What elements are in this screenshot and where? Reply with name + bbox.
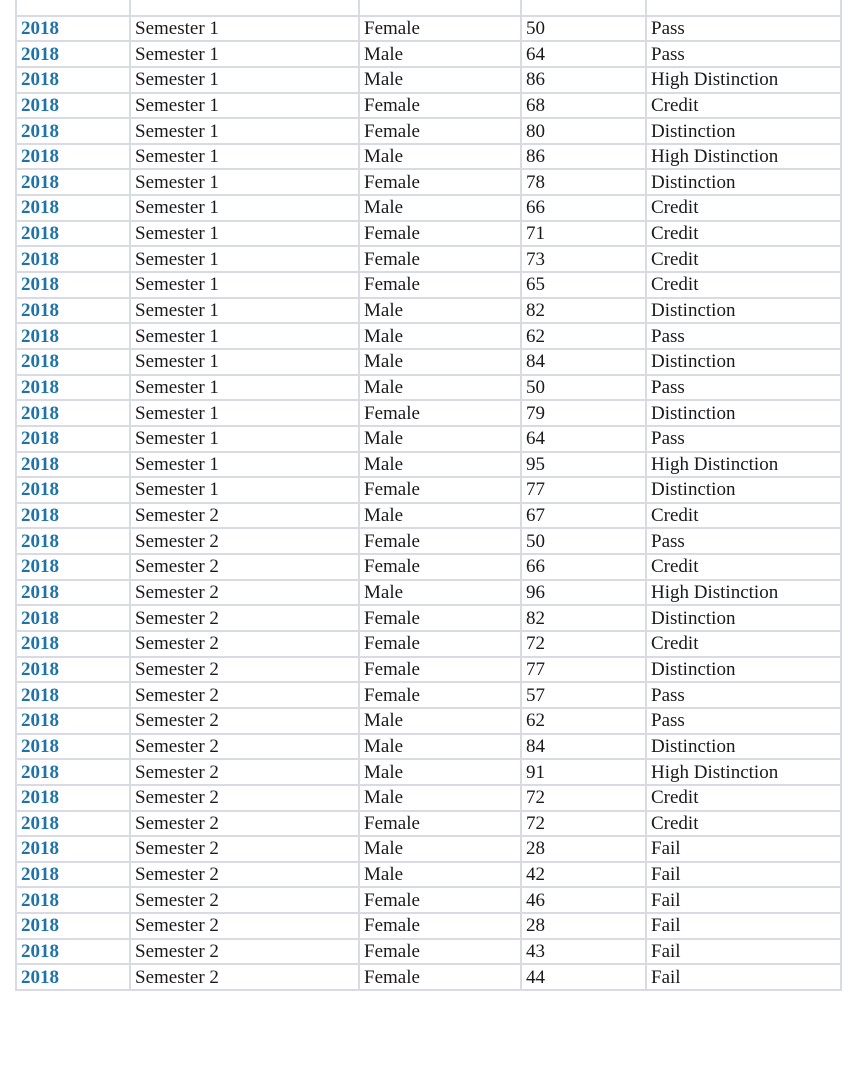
gender-cell: Male — [359, 323, 521, 349]
mark-cell: 50 — [521, 16, 646, 42]
grade-cell: Pass — [646, 708, 841, 734]
grade-cell: Pass — [646, 16, 841, 42]
table-row — [16, 811, 841, 837]
semester-cell: Semester 2 — [130, 862, 359, 888]
grade-cell: Distinction — [646, 349, 841, 375]
table-row — [16, 964, 841, 990]
gender-cell: Male — [359, 144, 521, 170]
grade-cell: Distinction — [646, 477, 841, 503]
semester-cell: Semester 1 — [130, 169, 359, 195]
table-row — [16, 657, 841, 683]
table-row — [16, 862, 841, 888]
year-cell: 2018 — [16, 913, 130, 939]
gender-cell: Female — [359, 964, 521, 990]
table-row — [16, 887, 841, 913]
table-row — [16, 477, 841, 503]
semester-cell: Semester 2 — [130, 657, 359, 683]
results-table-body — [16, 0, 841, 990]
grade-cell: High Distinction — [646, 67, 841, 93]
table-row — [16, 426, 841, 452]
mark-cell: 66 — [521, 554, 646, 580]
table-row — [16, 682, 841, 708]
mark-cell: 80 — [521, 118, 646, 144]
year-cell: 2018 — [16, 375, 130, 401]
table-row — [16, 246, 841, 272]
gender-cell: Male — [359, 349, 521, 375]
table-row — [16, 0, 841, 16]
table-row — [16, 298, 841, 324]
table-row — [16, 503, 841, 529]
table-row — [16, 375, 841, 401]
mark-cell: 57 — [521, 682, 646, 708]
table-row — [16, 580, 841, 606]
mark-cell: 72 — [521, 785, 646, 811]
year-cell: 2018 — [16, 452, 130, 478]
grade-cell: Fail — [646, 887, 841, 913]
mark-cell: 84 — [521, 349, 646, 375]
semester-cell: Semester 2 — [130, 913, 359, 939]
semester-cell: Semester 1 — [130, 400, 359, 426]
semester-cell: Semester 1 — [130, 298, 359, 324]
table-row — [16, 195, 841, 221]
gender-cell: Female — [359, 811, 521, 837]
gender-cell: Male — [359, 785, 521, 811]
mark-cell: 65 — [521, 272, 646, 298]
year-cell: 2018 — [16, 836, 130, 862]
grade-cell: Pass — [646, 426, 841, 452]
gender-cell: Male — [359, 708, 521, 734]
grade-cell: Credit — [646, 631, 841, 657]
grade-cell: High Distinction — [646, 580, 841, 606]
semester-cell: Semester 2 — [130, 580, 359, 606]
semester-cell: Semester 2 — [130, 631, 359, 657]
year-cell: 2018 — [16, 221, 130, 247]
table-row — [16, 554, 841, 580]
gender-cell: Female — [359, 554, 521, 580]
year-cell: 2018 — [16, 605, 130, 631]
grade-cell: Pass — [646, 528, 841, 554]
semester-cell: Semester 2 — [130, 554, 359, 580]
year-cell: 2018 — [16, 323, 130, 349]
year-cell: 2018 — [16, 477, 130, 503]
mark-cell: 96 — [521, 580, 646, 606]
semester-cell: Semester 2 — [130, 528, 359, 554]
table-row — [16, 118, 841, 144]
year-cell: 2018 — [16, 118, 130, 144]
year-cell: 2018 — [16, 169, 130, 195]
grade-cell: Credit — [646, 785, 841, 811]
gender-cell: Female — [359, 913, 521, 939]
year-cell: 2018 — [16, 272, 130, 298]
year-cell: 2018 — [16, 939, 130, 965]
gender-cell: Female — [359, 221, 521, 247]
grade-cell: Credit — [646, 503, 841, 529]
gender-cell — [359, 0, 521, 16]
gender-cell: Male — [359, 734, 521, 760]
mark-cell: 72 — [521, 811, 646, 837]
grade-cell: Distinction — [646, 734, 841, 760]
semester-cell: Semester 1 — [130, 67, 359, 93]
semester-cell: Semester 1 — [130, 41, 359, 67]
mark-cell: 77 — [521, 477, 646, 503]
gender-cell: Female — [359, 631, 521, 657]
semester-cell: Semester 1 — [130, 375, 359, 401]
table-row — [16, 528, 841, 554]
gender-cell: Male — [359, 503, 521, 529]
semester-cell: Semester 1 — [130, 118, 359, 144]
year-cell: 2018 — [16, 528, 130, 554]
gender-cell: Female — [359, 400, 521, 426]
gender-cell: Male — [359, 41, 521, 67]
gender-cell: Male — [359, 426, 521, 452]
semester-cell: Semester 1 — [130, 272, 359, 298]
gender-cell: Male — [359, 298, 521, 324]
mark-cell: 62 — [521, 323, 646, 349]
grade-cell: Distinction — [646, 400, 841, 426]
mark-cell: 66 — [521, 195, 646, 221]
semester-cell: Semester 2 — [130, 785, 359, 811]
grade-cell: Fail — [646, 964, 841, 990]
gender-cell: Female — [359, 93, 521, 119]
semester-cell: Semester 1 — [130, 349, 359, 375]
mark-cell: 43 — [521, 939, 646, 965]
mark-cell: 28 — [521, 836, 646, 862]
semester-cell: Semester 2 — [130, 682, 359, 708]
grade-cell: Distinction — [646, 298, 841, 324]
semester-cell: Semester 2 — [130, 939, 359, 965]
grade-cell: Credit — [646, 272, 841, 298]
table-row — [16, 708, 841, 734]
year-cell: 2018 — [16, 708, 130, 734]
year-cell: 2018 — [16, 580, 130, 606]
table-row — [16, 169, 841, 195]
gender-cell: Male — [359, 759, 521, 785]
year-cell: 2018 — [16, 657, 130, 683]
semester-cell: Semester 1 — [130, 144, 359, 170]
gender-cell: Male — [359, 862, 521, 888]
table-row — [16, 939, 841, 965]
mark-cell: 95 — [521, 452, 646, 478]
gender-cell: Female — [359, 169, 521, 195]
grade-cell: High Distinction — [646, 452, 841, 478]
gender-cell: Female — [359, 246, 521, 272]
semester-cell: Semester 1 — [130, 195, 359, 221]
gender-cell: Female — [359, 605, 521, 631]
year-cell: 2018 — [16, 195, 130, 221]
mark-cell: 73 — [521, 246, 646, 272]
table-row — [16, 41, 841, 67]
semester-cell: Semester 2 — [130, 887, 359, 913]
mark-cell: 72 — [521, 631, 646, 657]
semester-cell: Semester 1 — [130, 246, 359, 272]
grade-cell: Pass — [646, 682, 841, 708]
gender-cell: Male — [359, 580, 521, 606]
table-row — [16, 323, 841, 349]
grade-cell: Fail — [646, 939, 841, 965]
semester-cell: Semester 2 — [130, 503, 359, 529]
mark-cell: 82 — [521, 298, 646, 324]
year-cell: 2018 — [16, 554, 130, 580]
grade-cell: Distinction — [646, 118, 841, 144]
gender-cell: Female — [359, 657, 521, 683]
semester-cell: Semester 1 — [130, 477, 359, 503]
table-row — [16, 93, 841, 119]
semester-cell: Semester 1 — [130, 426, 359, 452]
grade-cell: High Distinction — [646, 144, 841, 170]
year-cell: 2018 — [16, 246, 130, 272]
results-table-container — [15, 0, 842, 991]
grade-cell: Distinction — [646, 169, 841, 195]
table-row — [16, 785, 841, 811]
grade-cell: Credit — [646, 93, 841, 119]
grade-cell: Fail — [646, 836, 841, 862]
table-row — [16, 16, 841, 42]
year-cell: 2018 — [16, 682, 130, 708]
gender-cell: Male — [359, 836, 521, 862]
mark-cell: 68 — [521, 93, 646, 119]
year-cell: 2018 — [16, 734, 130, 760]
year-cell: 2018 — [16, 93, 130, 119]
mark-cell: 82 — [521, 605, 646, 631]
grade-cell: Pass — [646, 375, 841, 401]
mark-cell: 78 — [521, 169, 646, 195]
mark-cell: 71 — [521, 221, 646, 247]
gender-cell: Female — [359, 477, 521, 503]
year-cell: 2018 — [16, 811, 130, 837]
mark-cell: 91 — [521, 759, 646, 785]
grade-cell: Credit — [646, 246, 841, 272]
gender-cell: Female — [359, 887, 521, 913]
semester-cell: Semester 1 — [130, 323, 359, 349]
semester-cell: Semester 1 — [130, 93, 359, 119]
year-cell: 2018 — [16, 144, 130, 170]
semester-cell: Semester 2 — [130, 734, 359, 760]
mark-cell: 67 — [521, 503, 646, 529]
grade-cell: Credit — [646, 195, 841, 221]
mark-cell: 77 — [521, 657, 646, 683]
table-row — [16, 913, 841, 939]
table-row — [16, 759, 841, 785]
mark-cell — [521, 0, 646, 16]
semester-cell: Semester 2 — [130, 708, 359, 734]
year-cell: 2018 — [16, 16, 130, 42]
semester-cell: Semester 2 — [130, 605, 359, 631]
year-cell: 2018 — [16, 400, 130, 426]
table-row — [16, 349, 841, 375]
semester-cell: Semester 1 — [130, 16, 359, 42]
year-cell: 2018 — [16, 503, 130, 529]
gender-cell: Male — [359, 452, 521, 478]
grade-cell: Credit — [646, 221, 841, 247]
mark-cell: 64 — [521, 426, 646, 452]
mark-cell: 46 — [521, 887, 646, 913]
grade-cell — [646, 0, 841, 16]
mark-cell: 50 — [521, 375, 646, 401]
table-row — [16, 605, 841, 631]
gender-cell: Female — [359, 16, 521, 42]
year-cell: 2018 — [16, 426, 130, 452]
year-cell: 2018 — [16, 759, 130, 785]
semester-cell: Semester 2 — [130, 836, 359, 862]
grade-cell: Fail — [646, 913, 841, 939]
year-cell: 2018 — [16, 298, 130, 324]
gender-cell: Male — [359, 375, 521, 401]
mark-cell: 86 — [521, 67, 646, 93]
gender-cell: Female — [359, 682, 521, 708]
table-row — [16, 836, 841, 862]
gender-cell: Female — [359, 272, 521, 298]
year-cell — [16, 0, 130, 16]
semester-cell: Semester 2 — [130, 811, 359, 837]
grade-cell: Distinction — [646, 657, 841, 683]
gender-cell: Male — [359, 195, 521, 221]
semester-cell: Semester 1 — [130, 221, 359, 247]
grade-cell: Pass — [646, 323, 841, 349]
table-row — [16, 452, 841, 478]
table-row — [16, 400, 841, 426]
grade-cell: Pass — [646, 41, 841, 67]
semester-cell — [130, 0, 359, 16]
mark-cell: 84 — [521, 734, 646, 760]
year-cell: 2018 — [16, 862, 130, 888]
mark-cell: 79 — [521, 400, 646, 426]
grade-cell: Credit — [646, 811, 841, 837]
year-cell: 2018 — [16, 67, 130, 93]
grade-cell: Distinction — [646, 605, 841, 631]
table-row — [16, 144, 841, 170]
results-table — [15, 0, 842, 991]
mark-cell: 44 — [521, 964, 646, 990]
table-row — [16, 631, 841, 657]
mark-cell: 50 — [521, 528, 646, 554]
year-cell: 2018 — [16, 631, 130, 657]
table-row — [16, 272, 841, 298]
mark-cell: 62 — [521, 708, 646, 734]
gender-cell: Female — [359, 118, 521, 144]
semester-cell: Semester 1 — [130, 452, 359, 478]
mark-cell: 42 — [521, 862, 646, 888]
table-row — [16, 221, 841, 247]
mark-cell: 28 — [521, 913, 646, 939]
semester-cell: Semester 2 — [130, 759, 359, 785]
mark-cell: 64 — [521, 41, 646, 67]
gender-cell: Female — [359, 528, 521, 554]
grade-cell: Fail — [646, 862, 841, 888]
year-cell: 2018 — [16, 887, 130, 913]
table-row — [16, 734, 841, 760]
grade-cell: Credit — [646, 554, 841, 580]
year-cell: 2018 — [16, 41, 130, 67]
gender-cell: Male — [359, 67, 521, 93]
mark-cell: 86 — [521, 144, 646, 170]
semester-cell: Semester 2 — [130, 964, 359, 990]
grade-cell: High Distinction — [646, 759, 841, 785]
table-row — [16, 67, 841, 93]
year-cell: 2018 — [16, 349, 130, 375]
year-cell: 2018 — [16, 785, 130, 811]
gender-cell: Female — [359, 939, 521, 965]
year-cell: 2018 — [16, 964, 130, 990]
